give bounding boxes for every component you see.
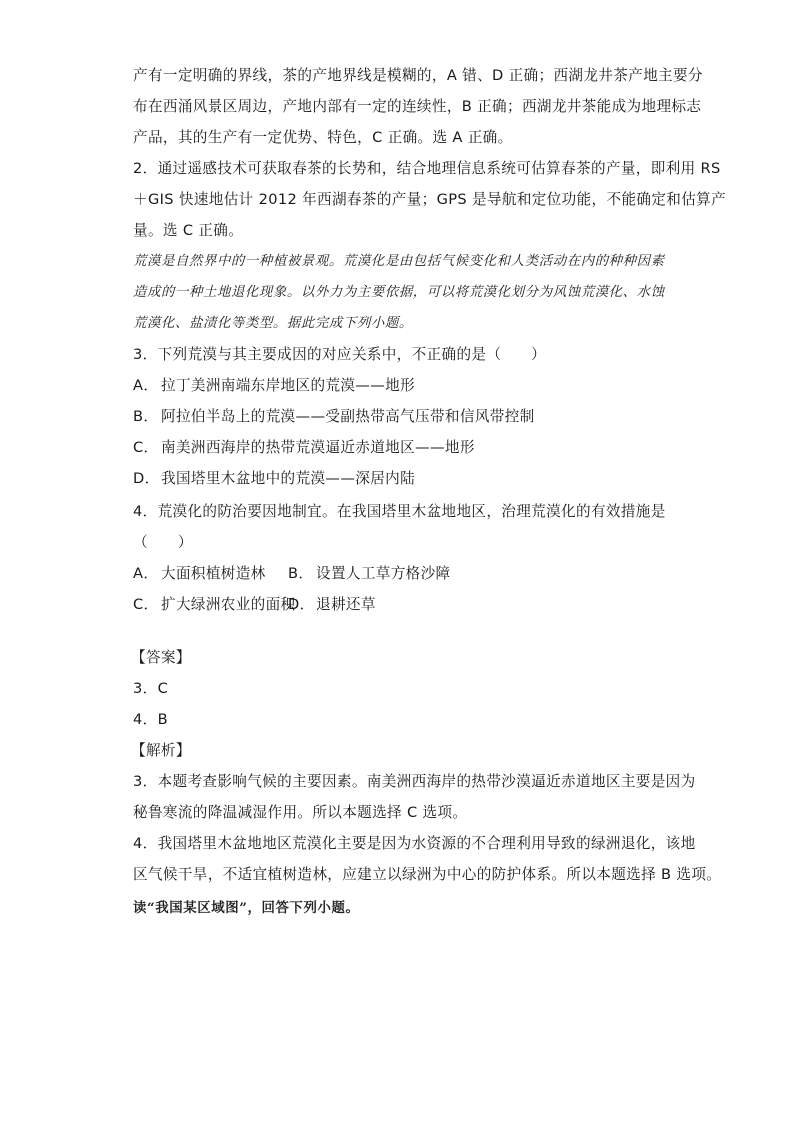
option-text: 阿拉伯半岛上的荒漠——受副热带高气压带和信风带控制 (161, 408, 535, 425)
material-intro-line-2: 造成的一种土地退化现象。以外力为主要依据，可以将荒漠化划分为风蚀荒漠化、水蚀 (133, 285, 665, 300)
option-text: 扩大绿洲农业的面积 (161, 596, 296, 613)
answer-item-3: 3．C (133, 680, 169, 697)
question-4-options-row-1 (133, 564, 451, 584)
option-text: 退耕还草 (316, 596, 376, 613)
q2-analysis-line-2: ＋GIS 快速地估计 2012 年西湖春茶的产量；GPS 是导航和定位功能，不能确定和估算产 (133, 191, 727, 208)
prev-analysis-line-2: 布在西涌风景区周边，产地内部有一定的连续性，B 正确；西湖龙井茶能成为地理标志 (133, 98, 702, 115)
option-key: B． (133, 408, 159, 425)
question-3-option-a (133, 376, 415, 396)
analysis-3-line-1: 3．本题考查影响气候的主要因素。南美洲西海岸的热带沙漠逼近赤道地区主要是因为 (133, 773, 696, 790)
option-key: D． (288, 596, 315, 613)
q2-analysis-line-1: 2．通过遥感技术可获取春茶的长势和，结合地理信息系统可估算春茶的产量，即利用 RS (133, 160, 721, 177)
option-key: C． (133, 439, 159, 456)
answer-heading: 【答案】 (131, 649, 191, 666)
analysis-3-line-2: 秘鲁寒流的降温减湿作用。所以本题选择 C 选项。 (133, 804, 468, 821)
answer-item-4: 4．B (133, 711, 168, 728)
question-3-option-c (133, 438, 475, 458)
next-question-intro: 读“我国某区域图”，回答下列小题。 (133, 900, 360, 916)
option-text: 我国塔里木盆地中的荒漠——深居内陆 (161, 470, 416, 487)
question-4-stem-line-1: 4．荒漠化的防治要因地制宜。在我国塔里木盆地地区，治理荒漠化的有效措施是 (133, 503, 666, 520)
question-4-stem-line-2: （ ） (133, 534, 193, 551)
prev-analysis-line-3: 产品，其的生产有一定优势、特色，C 正确。选 A 正确。 (133, 129, 513, 146)
option-text: 设置人工草方格沙障 (316, 565, 451, 582)
question-3-option-b (133, 407, 535, 427)
q2-analysis-line-3: 量。选 C 正确。 (133, 222, 244, 239)
prev-analysis-line-1: 产有一定明确的界线，茶的产地界线是模糊的，A 错、D 正确；西湖龙井茶产地主要分 (133, 67, 703, 84)
question-4-options-row-2 (133, 595, 376, 615)
question-3-stem: 3．下列荒漠与其主要成因的对应关系中，不正确的是（ ） (133, 346, 547, 363)
option-key: B． (288, 565, 314, 582)
option-key: A． (133, 565, 159, 582)
analysis-4-line-2: 区气候干旱，不适宜植树造林，应建立以绿洲为中心的防护体系。所以本题选择 B 选项。 (133, 866, 722, 883)
analysis-4-line-1: 4．我国塔里木盆地地区荒漠化主要是因为水资源的不合理利用导致的绿洲退化，该地 (133, 835, 696, 852)
material-intro-line-1: 荒漠是自然界中的一种植被景观。荒漠化是由包括气候变化和人类活动在内的种种因素 (133, 254, 665, 269)
option-text: 南美洲西海岸的热带荒漠逼近赤道地区——地形 (161, 439, 475, 456)
option-key: A． (133, 377, 159, 394)
material-intro-line-3: 荒漠化、盐渍化等类型。据此完成下列小题。 (133, 316, 413, 331)
analysis-heading: 【解析】 (131, 742, 191, 759)
option-key: D． (133, 470, 160, 487)
option-text: 大面积植树造林 (161, 565, 266, 582)
option-text: 拉丁美洲南端东岸地区的荒漠——地形 (161, 377, 416, 394)
question-3-option-d (133, 469, 415, 489)
option-key: C． (133, 596, 159, 613)
